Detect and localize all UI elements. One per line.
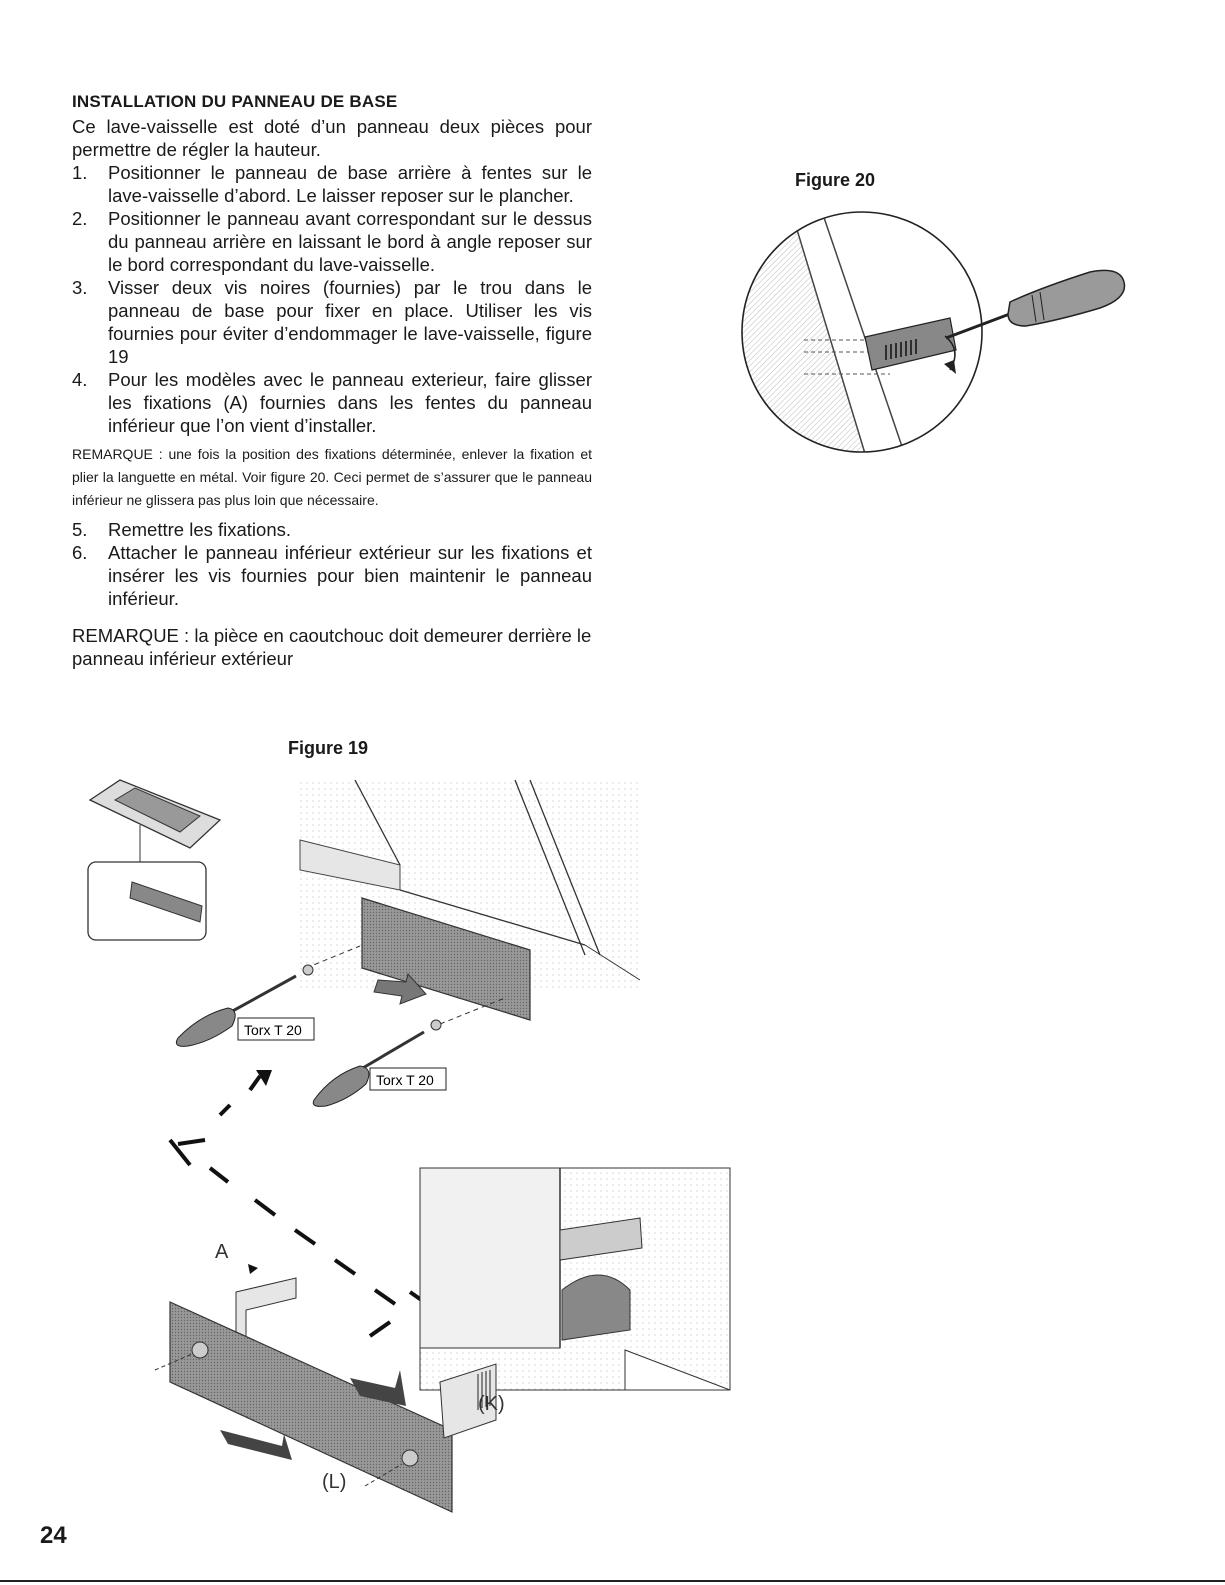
step-item: 3. Visser deux vis noires (fournies) par le trou dans le panneau de base pour fixer en place. Utiliser les vis fournies pour éviter d’endommager le lave-vaisselle, figure 19 [72, 277, 592, 367]
step-item: 6. Attacher le panneau inférieur extérieur sur les fixations et insérer les vis fournies pour bien maintenir le panneau inférieur. [72, 542, 592, 609]
steps-list-1 [72, 161, 592, 437]
torx-label-1: Torx T 20 [244, 1022, 302, 1038]
step-item: 2. Positionner le panneau avant correspondant sur le dessus du panneau arrière en laissant le bord à angle reposer sur le bord correspondant du lave-vaisselle. [72, 208, 592, 275]
label-k: (K) [478, 1393, 505, 1415]
inset-bracket-view [420, 1168, 730, 1390]
step-item: 5. Remettre les fixations. [72, 519, 292, 540]
figure19-label: Figure 19 [288, 738, 369, 758]
lower-outer-panel [170, 1302, 452, 1512]
dashed-path-arrow [170, 1070, 430, 1336]
label-a: A [215, 1241, 229, 1263]
rubber-piece-icon [88, 780, 220, 940]
section-heading: INSTALLATION DU PANNEAU DE BASE [72, 92, 398, 111]
remark-rubber: REMARQUE : la pièce en caoutchouc doit demeurer derrière le panneau inférieur extérieur [72, 625, 592, 669]
label-l: (L) [322, 1471, 347, 1493]
steps-list-2 [72, 518, 592, 610]
figure20-label: Figure 20 [795, 170, 876, 190]
direction-arrow [220, 1430, 292, 1460]
torx-label-2: Torx T 20 [376, 1072, 434, 1088]
bracket-a [236, 1278, 296, 1340]
intro-paragraph: Ce lave-vaisselle est doté d’un panneau deux pièces pour permettre de régler la hauteur. [72, 116, 592, 160]
step-item: 4. Pour les modèles avec le panneau exterieur, faire glisser les fixations (A) fournies dans les fentes du panneau inférieur que l’on vient d’installer. [72, 369, 592, 436]
step-item: 1. Positionner le panneau de base arrière à fentes sur le lave-vaisselle d’abord. Le laisser reposer sur le plancher. [72, 162, 592, 206]
instructions-column [72, 92, 592, 689]
page-number: 24 [40, 1522, 67, 1549]
figure19-illustration [60, 770, 740, 1520]
screwdriver-icon [313, 1020, 441, 1106]
figure20-illustration [740, 200, 1140, 470]
remark-small: REMARQUE : une fois la position des fixations déterminée, enlever la fixation et plier la languette en métal. Voir figure 20. Ceci permet de s’assurer que le panneau inférieur ne glissera pas plus loin que nécessaire. [72, 446, 592, 508]
bottom-divider [0, 1580, 1225, 1582]
